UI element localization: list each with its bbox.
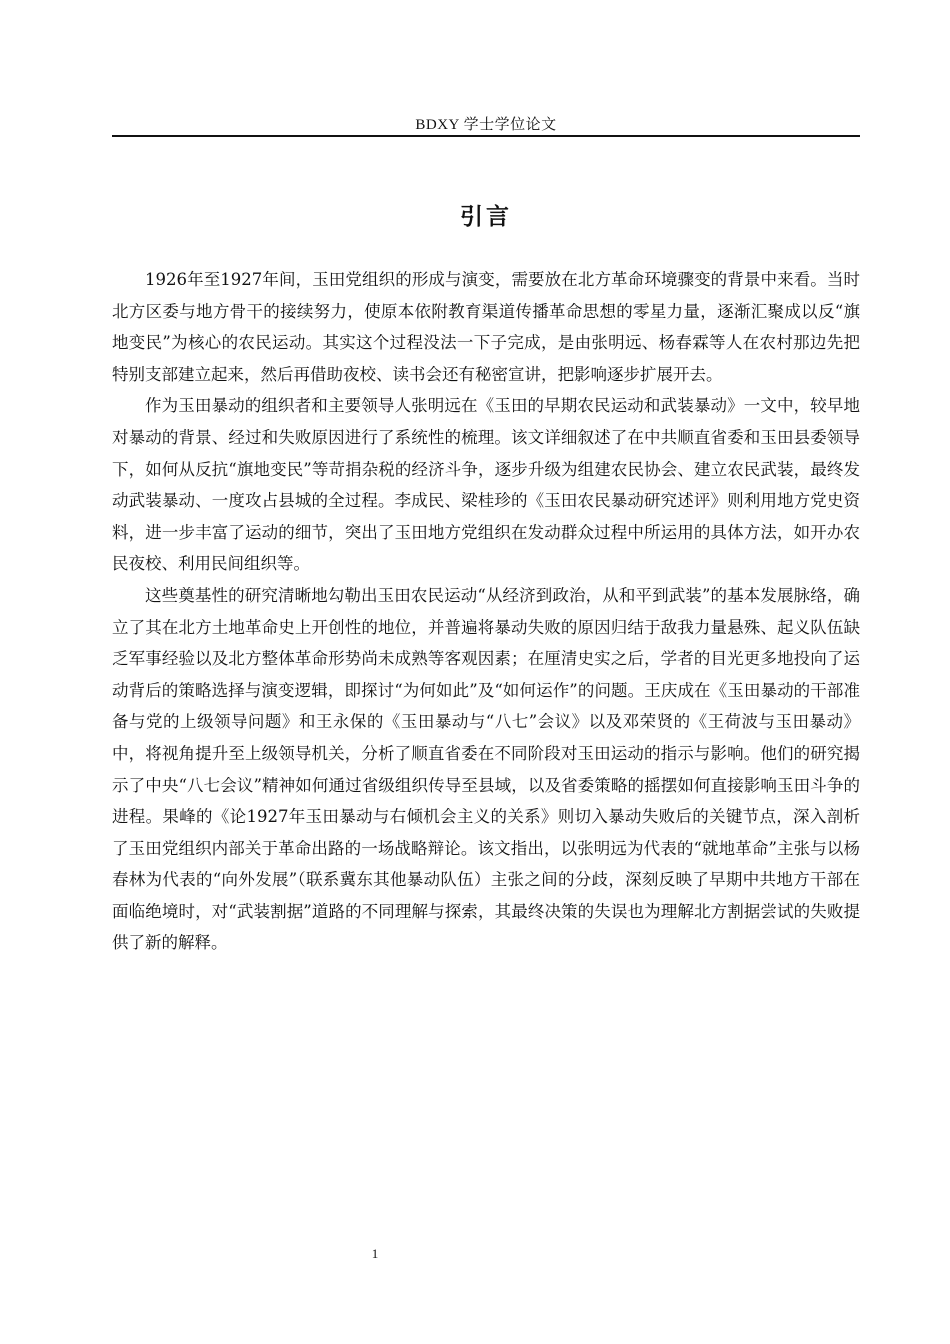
paragraph-3: 这些奠基性的研究清晰地勾勒出玉田农民运动“从经济到政治，从和平到武装”的基本发展脉络，确立了其在北方土地革命史上开创性的地位，并普遍将暴动失败的原因归结于敌我力量悬殊、起义队伍缺乏军事经验以及北方整体革命形势尚未成熟等客观因素；在厘清史实之后，学者的目光更多地投向了运动背后的策略选择与演变逻辑，即探讨“为何如此”及“如何运作”的问题。王庆成在《玉田暴动的干部准备与党的上级领导问题》和王永保的《玉田暴动与“八七”会议》以及邓荣贤的《王荷波与玉田暴动》中，将视角提升至上级领导机关，分析了顺直省委在不同阶段对玉田运动的指示与影响。他们的研究揭示了中央“八七会议”精神如何通过省级组织传导至县域，以及省委策略的摇摆如何直接影响玉田斗争的进程。果峰的《论1927年玉田暴动与右倾机会主义的关系》则切入暴动失败后的关键节点，深入剖析了玉田党组织内部关于革命出路的一场战略辩论。该文指出，以张明远为代表的“就地革命”主张与以杨春林为代表的“向外发展”（联系冀东其他暴动队伍）主张之间的分歧，深刻反映了早期中共地方干部在面临绝境时，对“武装割据”道路的不同理解与探索，其最终决策的失误也为理解北方割据尝试的失败提供了新的解释。	[112, 585, 860, 953]
header-rule	[112, 135, 860, 137]
page-title: 引言	[460, 204, 512, 230]
paragraph-2: 作为玉田暴动的组织者和主要领导人张明远在《玉田的早期农民运动和武装暴动》一文中，较早地对暴动的背景、经过和失败原因进行了系统性的梳理。该文详细叙述了在中共顺直省委和玉田县委领导下，如何从反抗“旗地变民”等苛捐杂税的经济斗争，逐步升级为组建农民协会、建立农民武装，最终发动武装暴动、一度攻占县城的全过程。李成民、梁桂珍的《玉田农民暴动研究述评》则利用地方党史资料，进一步丰富了运动的细节，突出了玉田地方党组织在发动群众过程中所运用的具体方法，如开办农民夜校、利用民间组织等。	[112, 396, 860, 574]
page-number: 1	[371, 1246, 379, 1261]
running-header: BDXY 学士学位论文	[415, 117, 557, 133]
body-text	[112, 264, 860, 959]
paragraph-1: 1926年至1927年间，玉田党组织的形成与演变，需要放在北方革命环境骤变的背景中来看。当时北方区委与地方骨干的接续努力，使原本依附教育渠道传播革命思想的零星力量，逐渐汇聚成以反“旗地变民”为核心的农民运动。其实这个过程没法一下子完成，是由张明远、杨春霖等人在农村那边先把特别支部建立起来，然后再借助夜校、读书会还有秘密宣讲，把影响逐步扩展开去。	[112, 270, 860, 384]
